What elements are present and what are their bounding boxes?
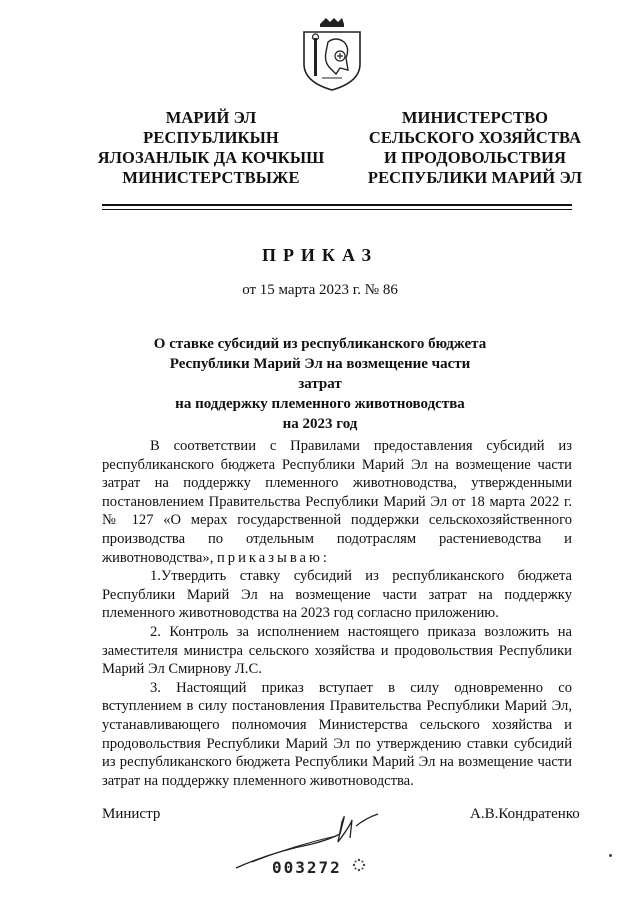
header-divider-thin <box>102 209 572 210</box>
header-left-line: ЯЛОЗАНЛЫК ДА КОЧКЫШ <box>97 148 325 167</box>
signer-role: Министр <box>102 806 161 822</box>
body-paragraph-preamble <box>102 437 572 567</box>
subject-line: О ставке субсидий из республиканского бюджета <box>153 336 487 352</box>
order-word: приказываю: <box>217 549 330 566</box>
header-right-block <box>365 108 585 188</box>
scan-speck <box>609 854 612 857</box>
header-left-line: МИНИСТЕРСТВЫЖЕ <box>122 168 300 187</box>
document-date-number: от 15 марта 2023 г. № 86 <box>242 282 398 298</box>
preamble-text: В соответствии с Правилами предоставления субсидий из республиканского бюджета Республики Марий Эл на возмещение части затрат на поддержку племенного животноводства, утвержденными постановлением Правительства Республики Марий Эл от 18 марта 2022 г. № 127 «О мерах государственной поддержки сельскохозяйственного производства по отдельным подотраслям растениеводства и животноводства», <box>102 438 572 566</box>
form-serial-number: 003272 <box>272 858 342 877</box>
header-right-line: И ПРОДОВОЛЬСТВИЯ <box>383 148 567 167</box>
security-mark-icon <box>352 858 366 872</box>
document-subject <box>150 334 490 434</box>
body-paragraph-3: 3. Настоящий приказ вступает в силу одновременно со вступлением в силу постановления Правительства Республики Марий Эл, устанавливающего полномочия Министерства сельского хозяйства и продовольствия Республики Марий Эл по утверждению ставки субсидий из республиканского бюджета Республики Марий Эл на возмещение части затрат на поддержку племенного животноводства. <box>102 679 572 789</box>
subject-line: Республики Марий Эл на возмещение части затрат <box>169 356 471 392</box>
header-right-line: РЕСПУБЛИКИ МАРИЙ ЭЛ <box>367 168 583 187</box>
header-right-line: СЕЛЬСКОГО ХОЗЯЙСТВА <box>368 128 582 147</box>
signer-name: А.В.Кондратенко <box>470 806 580 822</box>
document-body <box>102 437 572 790</box>
document-title: ПРИКАЗ <box>261 245 379 265</box>
header-right-line: МИНИСТЕРСТВО <box>401 108 549 127</box>
header-left-block <box>96 108 326 188</box>
header-left-line: МАРИЙ ЭЛ РЕСПУБЛИКЫН <box>143 108 279 147</box>
body-paragraph-2: 2. Контроль за исполнением настоящего приказа возложить на заместителя министра сельского хозяйства и продовольствия Республики Марий Эл Смирнову Л.С. <box>102 623 572 678</box>
body-paragraph-1: 1.Утвердить ставку субсидий из республиканского бюджета Республики Марий Эл на возмещение части затрат на поддержку племенного животноводства на 2023 год согласно приложению. <box>102 568 572 622</box>
coat-of-arms-emblem <box>300 18 364 92</box>
header-divider-thick <box>102 204 572 206</box>
subject-line: на поддержку племенного животноводства <box>175 396 465 412</box>
subject-line: на 2023 год <box>282 416 358 432</box>
